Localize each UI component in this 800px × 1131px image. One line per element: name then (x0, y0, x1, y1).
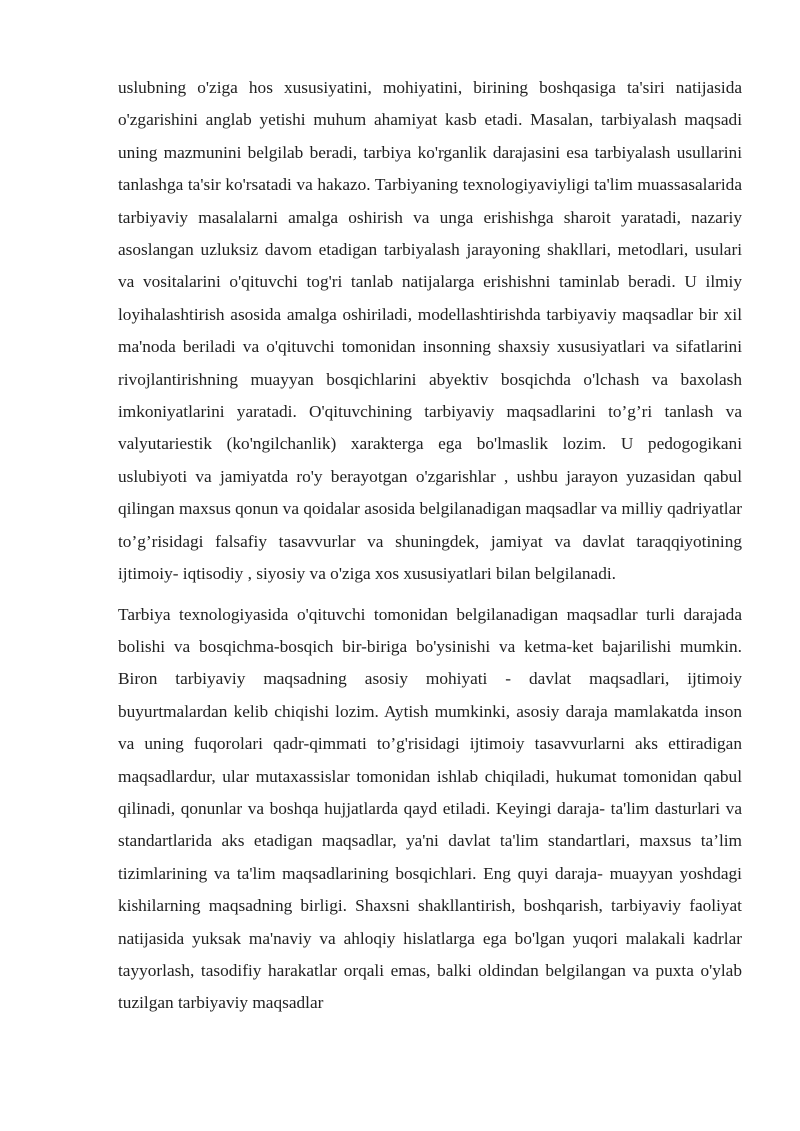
document-page (118, 72, 742, 1020)
paragraph-2: Tarbiya texnologiyasida o'qituvchi tomonidan belgilanadigan maqsadlar turli darajada bolishi va bosqichma-bosqich bir-biriga bo'ysinishi va ketma-ket bajarilishi mumkin. Biron tarbiyaviy maqsadning asosiy mohiyati - davlat maqsadlari, ijtimoiy buyurtmalardan kelib chiqishi lozim. Aytish mumkinki, asosiy daraja mamlakatda inson va uning fuqorolari qadr-qimmati to’g'risidagi ijtimoiy tasavvurlarni aks ettiradigan maqsadlardur, ular mutaxassislar tomonidan ishlab chiqiladi, hukumat tomonidan qabul qilinadi, qonunlar va boshqa hujjatlarda qayd etiladi. Keyingi daraja- ta'lim dasturlari va standartlarida aks etadigan maqsadlar, ya'ni davlat ta'lim standartlari, maxsus ta’lim tizimlarining va ta'lim maqsadlarining bosqichlari. Eng quyi daraja- muayyan yoshdagi kishilarning maqsadning birligi. Shaxsni shakllantirish, boshqarish, tarbiyaviy faoliyat natijasida yuksak ma'naviy va ahloqiy hislatlarga ega bo'lgan yuqori malakali kadrlar tayyorlash, tasodifiy harakatlar orqali emas, balki oldindan belgilangan va puxta o'ylab tuzilgan tarbiyaviy maqsadlar (118, 604, 742, 1013)
paragraph-1: uslubning o'ziga hos xususiyatini, mohiyatini, birining boshqasiga ta'siri natijasida o'zgarishini anglab yetishi muhum ahamiyat kasb etadi. Masalan, tarbiyalash maqsadi uning mazmunini belgilab beradi, tarbiya ko'rganlik darajasini esa tarbiyalash usullarini tanlashga ta'sir ko'rsatadi va hakazo. Tarbiyaning texnologiyaviyligi ta'lim muassasalarida tarbiyaviy masalalarni amalga oshirish va unga erishishga sharoit yaratadi, nazariy asoslangan uzluksiz davom etadigan tarbiyalash jarayoning shakllari, metodlari, usulari va vositalarini o'qituvchi tog'ri tanlab natijalarga erishishni taminlab beradi. U ilmiy loyihalashtirish asosida amalga oshiriladi, modellashtirishda tarbiyaviy maqsadlar bir xil ma'noda beriladi va o'qituvchi tomonidan insonning shaxsiy xususiyatlari va sifatlarini rivojlantirishning muayyan bosqichlarini abyektiv bosqichda o'lchash va baxolash imkoniyatlarini yaratadi. O'qituvchining tarbiyaviy maqsadlarini to’g’ri tanlash va valyutariestik (ko'ngilchanlik) xarakterga ega bo'lmaslik lozim. U pedogogikani uslubiyoti va jamiyatda ro'y berayotgan o'zgarishlar , ushbu jarayon yuzasidan qabul qilingan maxsus qonun va qoidalar asosida belgilanadigan maqsadlar va milliy qadriyatlar to’g’risidagi falsafiy tasavvurlar va shuningdek, jamiyat va davlat taraqqiyotining ijtimoiy- iqtisodiy , siyosiy va o'ziga xos xususiyatlari bilan belgilanadi. (118, 78, 742, 584)
